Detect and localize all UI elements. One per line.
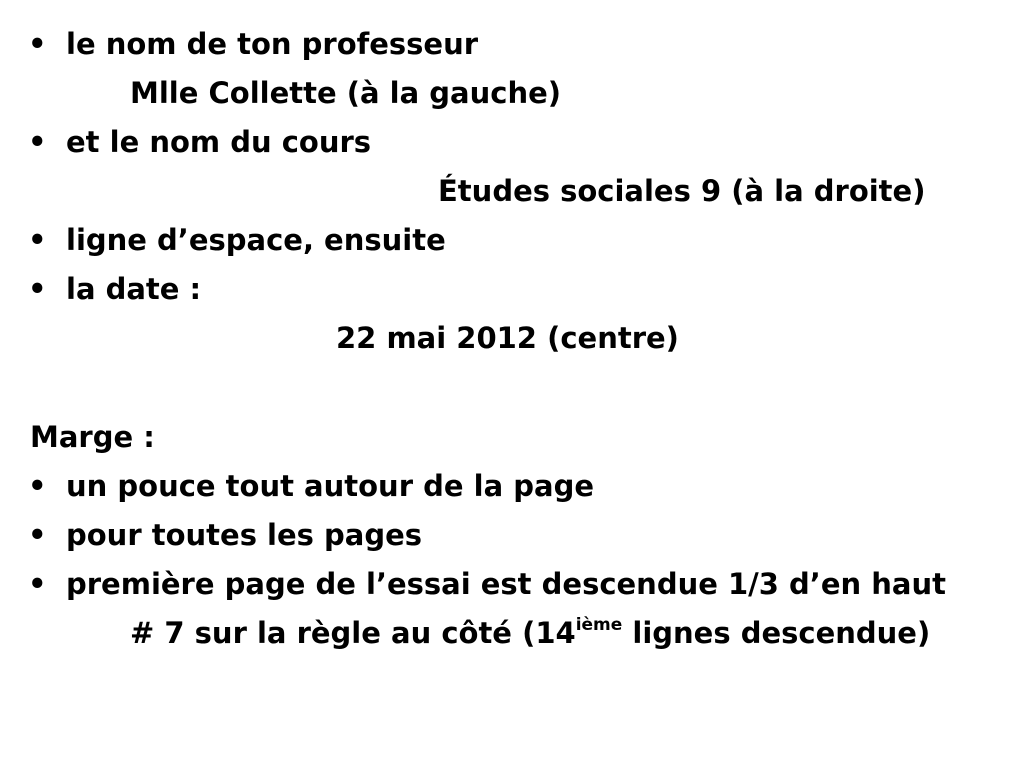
- rule-detail: [130, 613, 930, 653]
- all-pages-text: pour toutes les pages: [66, 518, 423, 552]
- course-name-value: Études sociales 9 (à la droite): [438, 174, 926, 208]
- bullet-icon: •: [28, 125, 47, 159]
- bullet-icon: •: [28, 567, 47, 601]
- rule-detail-superscript: ième: [575, 615, 623, 636]
- date-label: la date :: [66, 272, 202, 306]
- teacher-name-value: Mlle Collette (à la gauche): [130, 76, 562, 110]
- course-name-label: et le nom du cours: [66, 125, 372, 159]
- bullet-item-first-page: [28, 564, 946, 604]
- margin-heading: Marge :: [30, 420, 155, 454]
- bullet-icon: •: [28, 518, 47, 552]
- bullet-item-teacher-name: [28, 24, 478, 64]
- bullet-item-margin-inch: [28, 466, 594, 506]
- bullet-icon: •: [28, 469, 47, 503]
- bullet-item-all-pages: [28, 515, 422, 555]
- bullet-item-date: [28, 269, 201, 309]
- rule-detail-prefix: # 7 sur la règle au côté (14: [130, 616, 576, 650]
- space-line-text: ligne d’espace, ensuite: [66, 223, 446, 257]
- bullet-item-space-line: [28, 220, 446, 260]
- bullet-icon: •: [28, 223, 47, 257]
- margin-inch-text: un pouce tout autour de la page: [66, 469, 594, 503]
- first-page-text: première page de l’essai est descendue 1/3 d’en haut: [66, 567, 946, 601]
- bullet-icon: •: [28, 27, 47, 61]
- bullet-icon: •: [28, 272, 47, 306]
- teacher-name-label: le nom de ton professeur: [66, 27, 479, 61]
- rule-detail-suffix: lignes descendue): [622, 616, 931, 650]
- date-value: 22 mai 2012 (centre): [336, 321, 679, 355]
- bullet-item-course-name: [28, 122, 371, 162]
